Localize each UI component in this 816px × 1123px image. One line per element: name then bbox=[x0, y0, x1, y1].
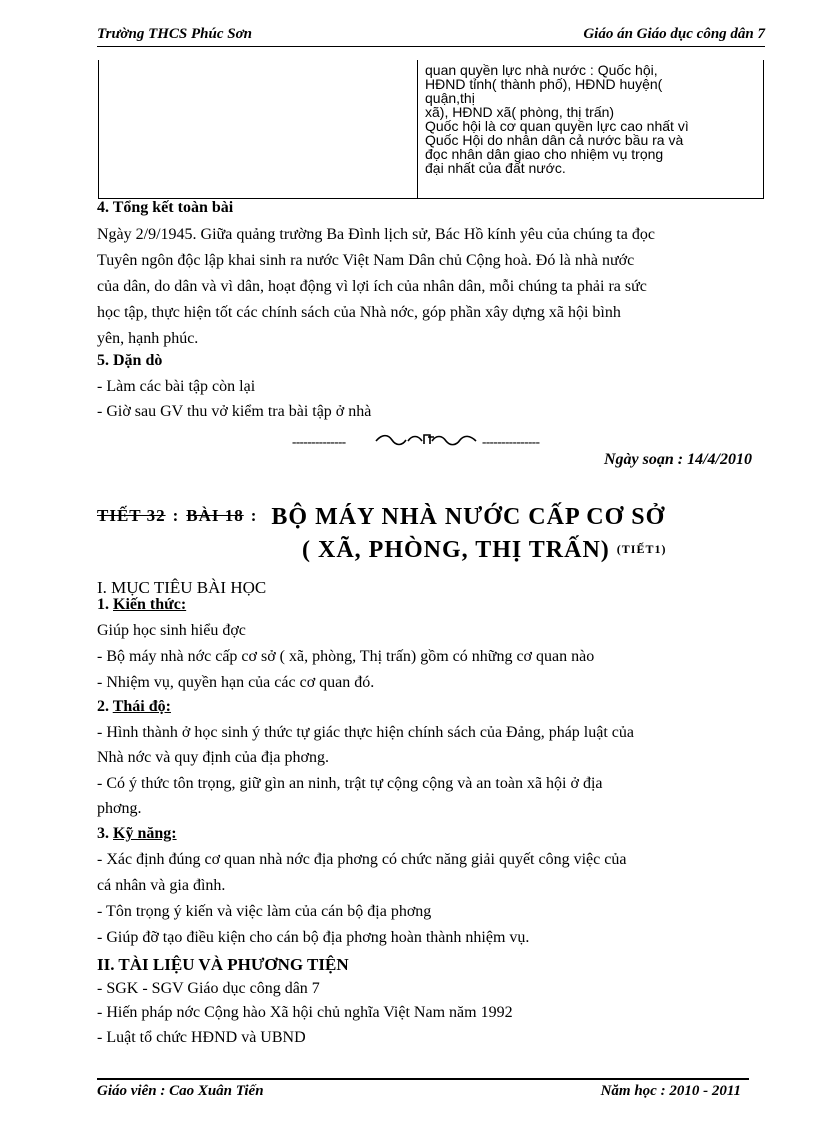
attitude-line: phơng. bbox=[97, 800, 142, 817]
summary-line: yên, hạnh phúc. bbox=[97, 330, 199, 347]
summary-line: Tuyên ngôn độc lập khai sinh ra nước Việt Nam Dân chủ Cộng hoà. Đó là nhà nước bbox=[97, 252, 635, 269]
page-footer bbox=[97, 1078, 749, 1102]
lesson-title-sub: ( XÃ, PHÒNG, THỊ TRẤN) bbox=[302, 537, 610, 563]
skills-num: 3. bbox=[97, 825, 113, 842]
skills-title: Kỹ năng: bbox=[113, 825, 177, 842]
lesson-number: BÀI 18 bbox=[186, 506, 244, 525]
objectives-heading: I. MỤC TIÊU BÀI HỌC bbox=[97, 578, 267, 597]
materials-item: - SGK - SGV Giáo dục công dân 7 bbox=[97, 980, 320, 997]
table-cell-line: đọc nhân dân giao cho nhiệm vụ trọng bbox=[425, 146, 664, 162]
table-right-cell bbox=[425, 63, 755, 197]
materials-heading: II. TÀI LIỆU VÀ PHƯƠNG TIỆN bbox=[97, 955, 349, 974]
lesson-title-line1 bbox=[97, 504, 665, 531]
lesson-colon: : bbox=[250, 506, 258, 525]
summary-heading: 4. Tổng kết toàn bài bbox=[97, 199, 234, 216]
summary-line: học tập, thực hiện tốt các chính sách của Nhà nớc, góp phần xây dựng xã hội bình bbox=[97, 304, 621, 321]
knowledge-title: Kiến thức: bbox=[113, 596, 187, 613]
attitude-num: 2. bbox=[97, 698, 113, 715]
table-cell-line: HĐND tỉnh( thành phố), HĐND huyện( bbox=[425, 76, 663, 92]
lesson-period: TIẾT 32 bbox=[97, 506, 166, 525]
skills-line: - Tôn trọng ý kiến và việc làm của cán bộ địa phơng bbox=[97, 903, 432, 920]
prep-date: Ngày soạn : 14/4/2010 bbox=[604, 451, 752, 468]
summary-line: của dân, do dân và vì dân, hoạt động vì lợi ích của nhân dân, mỗi chúng ta phải ra sức bbox=[97, 278, 647, 295]
lesson-part: (TIẾT1) bbox=[616, 542, 667, 556]
attitude-line: - Có ý thức tôn trọng, giữ gìn an ninh, trật tự cộng cộng và an toàn xã hội ở địa bbox=[97, 775, 603, 792]
table-left-cell bbox=[99, 60, 418, 198]
footer-school-year: Năm học : 2010 - 2011 bbox=[600, 1083, 741, 1099]
attitude-heading bbox=[97, 698, 171, 716]
table-cell-line: đại nhất của đất nước. bbox=[425, 160, 566, 176]
homework-item: - Giờ sau GV thu vở kiểm tra bài tập ở nhà bbox=[97, 403, 372, 420]
table-cell-line: Quốc hội là cơ quan quyền lực cao nhất vì bbox=[425, 118, 689, 134]
page-header bbox=[97, 24, 765, 47]
table-cell-line: quan quyền lực nhà nước : Quốc hội, bbox=[425, 63, 658, 78]
attitude-line: - Hình thành ở học sinh ý thức tự giác thực hiện chính sách của Đảng, pháp luật của bbox=[97, 724, 634, 741]
table-cell-line: quận,thị bbox=[425, 90, 475, 106]
skills-line: cá nhân và gia đình. bbox=[97, 877, 226, 894]
header-subject: Giáo án Giáo dục công dân 7 bbox=[583, 26, 765, 42]
ornament-icon bbox=[372, 432, 482, 448]
homework-heading: 5. Dặn dò bbox=[97, 352, 163, 369]
attitude-title: Thái độ: bbox=[112, 698, 171, 715]
header-school: Trường THCS Phúc Sơn bbox=[97, 26, 252, 42]
table-cell-line: Quốc Hội do nhân dân cả nước bầu ra và bbox=[425, 132, 684, 148]
lesson-title-line2 bbox=[302, 537, 666, 564]
materials-item: - Hiến pháp nớc Cộng hào Xã hội chủ nghĩa Việt Nam năm 1992 bbox=[97, 1004, 513, 1021]
homework-item: - Làm các bài tập còn lại bbox=[97, 378, 256, 395]
skills-line: - Xác định đúng cơ quan nhà nớc địa phơng có chức năng giải quyết công việc của bbox=[97, 851, 627, 868]
knowledge-heading bbox=[97, 596, 186, 614]
summary-line: Ngày 2/9/1945. Giữa quảng trường Ba Đình lịch sử, Bác Hồ kính yêu của chúng ta đọc bbox=[97, 226, 655, 243]
lesson-title-main: BỘ MÁY NHÀ NƯỚC CẤP CƠ SỞ bbox=[271, 504, 666, 530]
lesson-colon: : bbox=[172, 506, 180, 525]
knowledge-line: - Bộ máy nhà nớc cấp cơ sở ( xã, phòng, Thị trấn) gồm có những cơ quan nào bbox=[97, 648, 595, 665]
knowledge-num: 1. bbox=[97, 596, 113, 613]
separator-dashes-left: -------------- bbox=[292, 434, 346, 449]
knowledge-line: Giúp học sinh hiểu đợc bbox=[97, 622, 246, 639]
materials-item: - Luật tổ chức HĐND và UBND bbox=[97, 1029, 306, 1046]
attitude-line: Nhà nớc và quy định của địa phơng. bbox=[97, 749, 329, 766]
table-cell-line: xã), HĐND xã( phòng, thị trấn) bbox=[425, 104, 615, 120]
skills-line: - Giúp đỡ tạo điều kiện cho cán bộ địa phơng hoàn thành nhiệm vụ. bbox=[97, 929, 530, 946]
knowledge-line: - Nhiệm vụ, quyền hạn của các cơ quan đó. bbox=[97, 674, 375, 691]
footer-teacher: Giáo viên : Cao Xuân Tiến bbox=[97, 1083, 264, 1099]
table-fragment bbox=[98, 60, 764, 199]
skills-heading bbox=[97, 825, 177, 843]
separator-dashes-right: --------------- bbox=[482, 434, 540, 449]
section-separator bbox=[292, 432, 568, 448]
